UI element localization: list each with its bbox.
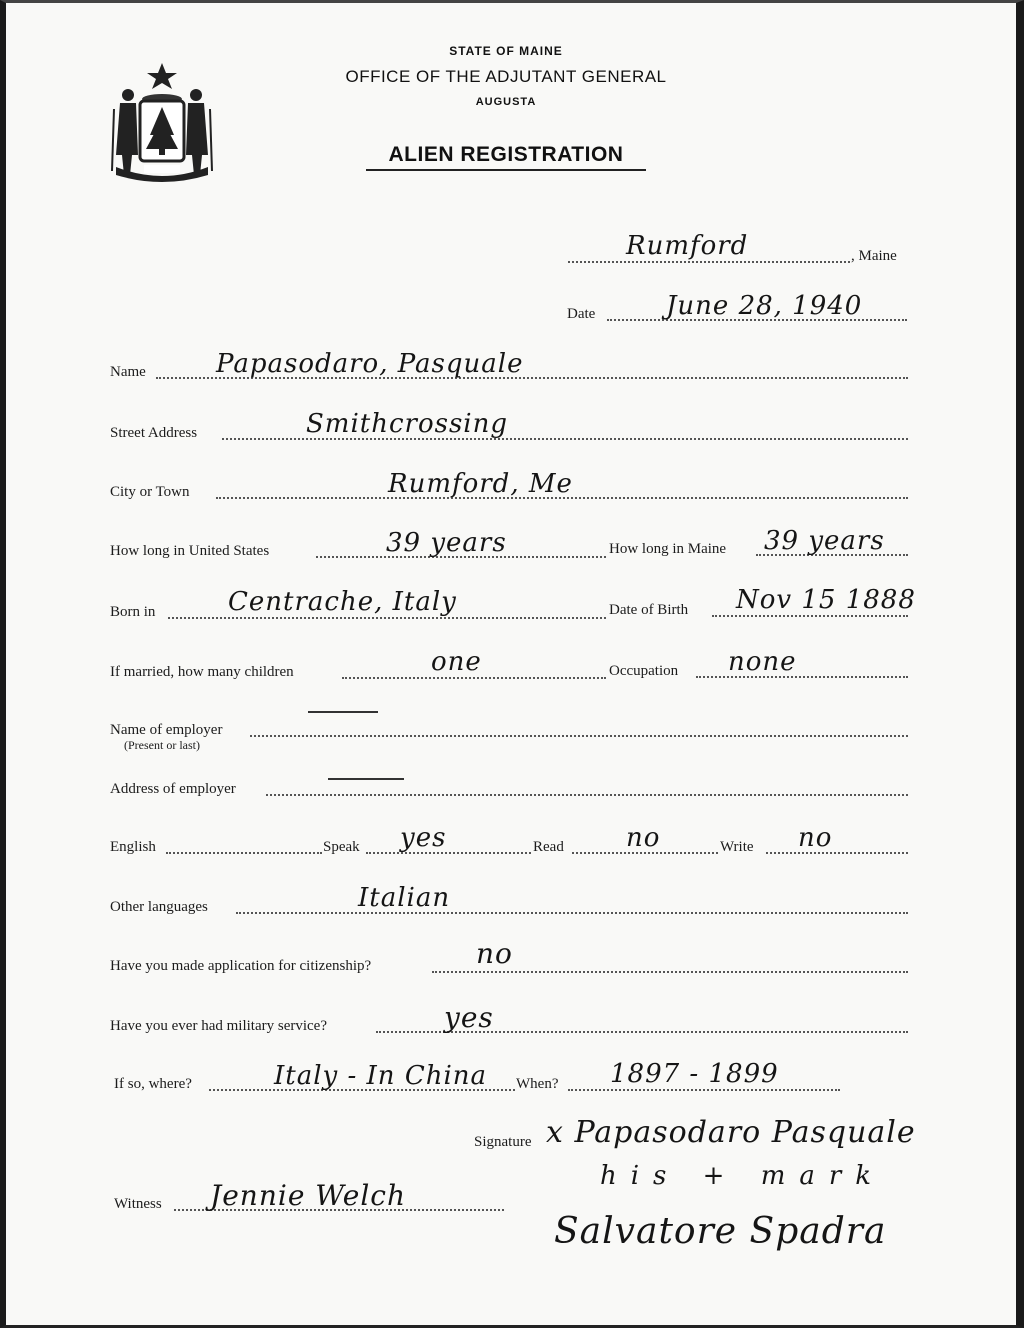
other-languages-entry: Italian	[358, 883, 451, 913]
signature-mark: his + mark	[600, 1161, 886, 1191]
children-line	[342, 677, 606, 679]
how-long-us-label: How long in United States	[110, 543, 270, 559]
when-entry: 1897 - 1899	[610, 1059, 779, 1089]
name-label: Name	[110, 364, 146, 380]
city-town-entry: Rumford, Me	[388, 469, 573, 499]
signature-label: Signature	[474, 1134, 532, 1150]
when-line	[568, 1089, 840, 1091]
town-line	[568, 261, 850, 263]
where-entry: Italy - In China	[274, 1061, 488, 1091]
military-entry: yes	[444, 1001, 494, 1034]
signature-entry: x Papasodaro Pasquale	[546, 1115, 916, 1150]
street-label: Street Address	[110, 425, 198, 441]
dob-label: Date of Birth	[609, 602, 689, 618]
title-underline	[366, 169, 646, 171]
occupation-entry: none	[728, 647, 797, 677]
citizenship-entry: no	[476, 937, 513, 970]
other-languages-line	[236, 912, 908, 914]
write-line	[766, 852, 908, 854]
born-in-label: Born in	[110, 604, 156, 620]
other-languages-label: Other languages	[110, 899, 208, 915]
write-entry: no	[798, 823, 833, 853]
english-line	[166, 852, 322, 854]
where-label: If so, where?	[114, 1076, 192, 1092]
speak-line	[366, 852, 531, 854]
occupation-label: Occupation	[609, 663, 679, 679]
employer-line	[250, 735, 908, 737]
employer-address-line	[266, 794, 908, 796]
speak-label: Speak	[323, 839, 360, 855]
witness-entry: Jennie Welch	[210, 1179, 407, 1212]
military-label: Have you ever had military service?	[110, 1018, 327, 1034]
citizenship-line	[432, 971, 908, 973]
born-in-entry: Centrache, Italy	[228, 587, 457, 617]
employer-address-label: Address of employer	[110, 781, 236, 797]
how-long-us-entry: 39 years	[386, 528, 507, 558]
children-entry: one	[431, 647, 482, 677]
office-heading: OFFICE OF THE ADJUTANT GENERAL	[345, 67, 667, 86]
form-title: ALIEN REGISTRATION	[388, 143, 624, 166]
how-long-maine-label: How long in Maine	[609, 541, 727, 557]
citizenship-label: Have you made application for citizenship?	[110, 958, 372, 974]
street-entry: Smithcrossing	[306, 409, 509, 439]
date-entry: June 28, 1940	[666, 291, 863, 321]
married-label: If married, how many children	[110, 664, 294, 680]
dob-entry: Nov 15 1888	[736, 585, 916, 615]
date-label: Date	[567, 306, 596, 322]
maine-label: , Maine	[851, 248, 897, 264]
speak-entry: yes	[400, 823, 447, 853]
city-heading: AUGUSTA	[475, 96, 537, 108]
employer-address-blank-dash	[328, 778, 404, 780]
employer-blank-dash	[308, 711, 378, 713]
dob-line	[712, 615, 908, 617]
city-town-label: City or Town	[110, 484, 190, 500]
write-label: Write	[720, 839, 754, 855]
state-heading: STATE OF MAINE	[449, 44, 563, 58]
when-label: When?	[516, 1076, 559, 1092]
town-entry: Rumford	[626, 231, 749, 261]
employer-label: Name of employer	[110, 722, 223, 738]
maine-state-seal-icon	[106, 59, 218, 183]
name-entry: Papasodaro, Pasquale	[216, 349, 524, 379]
born-in-line	[168, 617, 606, 619]
witness-label: Witness	[114, 1196, 162, 1212]
signature-witness-entry: Salvatore Spadra	[554, 1211, 887, 1252]
read-label: Read	[533, 839, 564, 855]
english-label: English	[110, 839, 156, 855]
how-long-maine-entry: 39 years	[764, 526, 885, 556]
employer-note: (Present or last)	[124, 738, 200, 752]
read-entry: no	[626, 823, 661, 853]
